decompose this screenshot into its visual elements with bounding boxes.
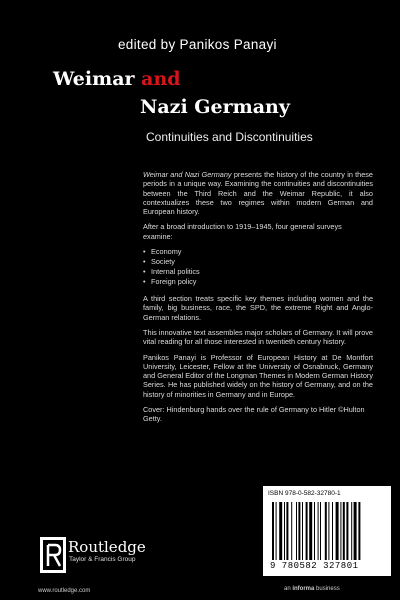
list-item: • Economy <box>143 247 373 257</box>
publisher-name: Routledge <box>68 538 146 556</box>
blurb-paragraph-3: A third section treats specific key themes including women and the family, big business, race, the SPD, the extreme Right and Anglo-German relations. <box>143 294 373 322</box>
publisher-group: Taylor & Francis Group <box>69 556 136 563</box>
author-bio: Panikos Panayi is Professor of European History at De Montfort University, Leicester, Fellow at the University of Osnabruck, Germany and General Editor of the Longman Themes in Modern German History Series. He has published widely on the history of Germany, and on the history of minorities in Germany and in Europe. <box>143 352 373 399</box>
back-cover-blurb <box>143 170 373 430</box>
cover-credit: Cover: Hindenburg hands over the rule of Germany to Hitler ©Hulton Getty. <box>143 405 365 424</box>
informa-brand: informa <box>292 586 315 592</box>
survey-list <box>143 247 373 287</box>
list-item: • Foreign policy <box>143 277 373 287</box>
book-title-line2: Nazi Germany <box>140 96 290 118</box>
barcode-icon <box>270 502 386 560</box>
blurb-paragraph-2: After a broad introduction to 1919–1945, four general surveys examine: <box>143 222 342 241</box>
informa-pre: an <box>284 586 293 592</box>
book-subtitle: Continuities and Discontinuities <box>146 130 313 144</box>
barcode-digits: 9 780582 327801 <box>270 561 359 571</box>
blurb-paragraph-1 <box>143 170 373 216</box>
routledge-logo-icon <box>40 537 66 573</box>
isbn-text: ISBN 978-0-582-32780-1 <box>268 490 341 497</box>
title-weimar: Weimar <box>53 68 142 90</box>
title-and: and <box>141 68 181 90</box>
blurb-paragraph-4: This innovative text assembles major scholars of Germany. It will prove vital reading for all those interested in twentieth century history. <box>143 327 373 347</box>
list-item: • Society <box>143 257 373 267</box>
blurb-p1-text: presents the history of the country in these periods in a unique way. Examining the continuities and discontinuities between the Third Reich and the Weimar Republic, it also contextualizes these two regimes within modern German and European history. <box>143 170 373 217</box>
informa-post: business <box>314 586 340 592</box>
blurb-title-italic: Weimar and Nazi Germany <box>143 170 232 179</box>
publisher-website: www.routledge.com <box>38 588 91 594</box>
book-title-line1 <box>53 68 181 90</box>
informa-tagline <box>284 586 340 592</box>
editor-credit: edited by Panikos Panayi <box>118 37 277 52</box>
list-item: • Internal politics <box>143 267 373 277</box>
